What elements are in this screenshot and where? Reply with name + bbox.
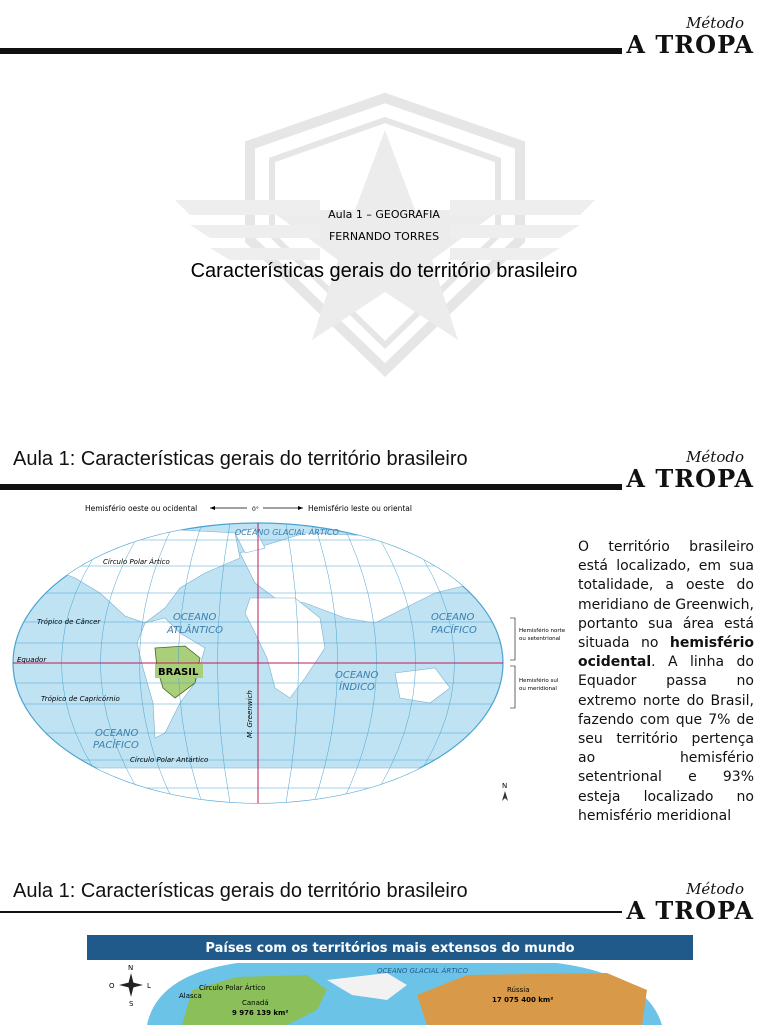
header-rule (0, 911, 622, 913)
slide-hemispheres (0, 420, 768, 860)
body-text-part2: . A linha do Equador passa no extremo norte do Brasil, fazendo com que 7% de seu território pertença ao hemisfério setentrional e 93% esteja localizado no hemisfério meridional (578, 654, 754, 824)
lesson-label: Aula 1 – GEOGRAFIA (328, 208, 440, 221)
map-header: Países com os territórios mais extensos do mundo (205, 941, 575, 956)
logo-metodo: Método (686, 14, 744, 32)
label-oceano-pacifico-2: PACÍFICO (431, 625, 477, 636)
north-arrow-icon (502, 791, 508, 801)
label-equador: Equador (17, 656, 47, 664)
slide-largest-countries (0, 860, 768, 1024)
label-hem-sul-2: ou meridional (519, 686, 557, 692)
label-oceano-pacifico-1: OCEANO (431, 612, 475, 623)
label-canada: Canadá (242, 999, 269, 1007)
label-hem-sul-1: Hemisfério sul (519, 678, 559, 684)
logo-metodo: Método (686, 880, 744, 898)
label-hem-norte-1: Hemisfério norte (519, 628, 566, 634)
label-oceano-indico-2: ÍNDICO (339, 682, 375, 693)
slide-title: Aula 1: Características gerais do território brasileiro (13, 448, 468, 470)
label-greenwich: M. Greenwich (246, 690, 254, 738)
header-rule (0, 48, 622, 54)
label-alasca: Alasca (179, 992, 202, 1000)
label-oceano-indico-1: OCEANO (335, 670, 379, 681)
label-oceano-atlantico-1: OCEANO (173, 612, 217, 623)
label-oceano-atlantico-2: ATLÂNTICO (167, 625, 224, 636)
label-circulo-polar-artico: Círculo Polar Ártico (103, 558, 170, 566)
world-hemispheres-map (5, 498, 566, 828)
label-oceano-pacifico-sul-2: PACÍFICO (93, 740, 139, 751)
label-russia-area: 17 075 400 km² (492, 996, 554, 1004)
label-hem-norte-2: ou setentrional (519, 636, 561, 642)
label-circulo-polar-antartico: Círculo Polar Antártico (130, 756, 209, 764)
compass-l: L (147, 982, 151, 990)
logo-tropa: A TROPA (626, 464, 754, 493)
label-tropico-cancer: Trópico de Câncer (37, 618, 101, 626)
label-hem-leste: Hemisfério leste ou oriental (308, 504, 412, 513)
largest-countries-map (87, 935, 693, 1025)
label-canada-area: 9 976 139 km² (232, 1009, 289, 1017)
logo-metodo: Método (686, 448, 744, 466)
compass-o: O (109, 982, 115, 990)
compass-s: S (129, 1000, 134, 1008)
body-text-part1: O território brasileiro está localizado, em sua totalidade, a oeste do meridiano de Greenwich, portanto sua área está situada no (578, 539, 754, 652)
label-oceano-glacial: OCEANO GLACIAL ÁRTICO (377, 967, 468, 975)
label-hem-oeste: Hemisfério oeste ou ocidental (85, 504, 198, 513)
label-brasil: BRASIL (158, 667, 199, 678)
label-circulo-polar: Círculo Polar Ártico (199, 984, 266, 992)
slide-title: Aula 1: Características gerais do território brasileiro (13, 880, 468, 902)
label-russia: Rússia (507, 986, 530, 994)
logo (624, 448, 754, 498)
logo (624, 14, 754, 64)
logo (624, 880, 754, 930)
compass-n: N (128, 964, 134, 972)
cover-slide (0, 0, 768, 420)
teacher-name: FERNANDO TORRES (328, 230, 440, 243)
north-label: N (502, 782, 508, 790)
logo-tropa: A TROPA (626, 30, 754, 59)
label-zero: 0° (252, 506, 259, 513)
body-text-bold: hemisfério ocidental (578, 635, 754, 671)
label-oceano-pacifico-sul-1: OCEANO (95, 728, 139, 739)
logo-tropa: A TROPA (626, 896, 754, 925)
body-text (578, 538, 754, 826)
header-rule (0, 484, 622, 490)
label-tropico-capricornio: Trópico de Capricórnio (41, 695, 120, 703)
label-oceano-glacial: OCEANO GLACIAL ÁRTICO (235, 528, 339, 537)
cover-title: Características gerais do território brasileiro (190, 260, 578, 282)
